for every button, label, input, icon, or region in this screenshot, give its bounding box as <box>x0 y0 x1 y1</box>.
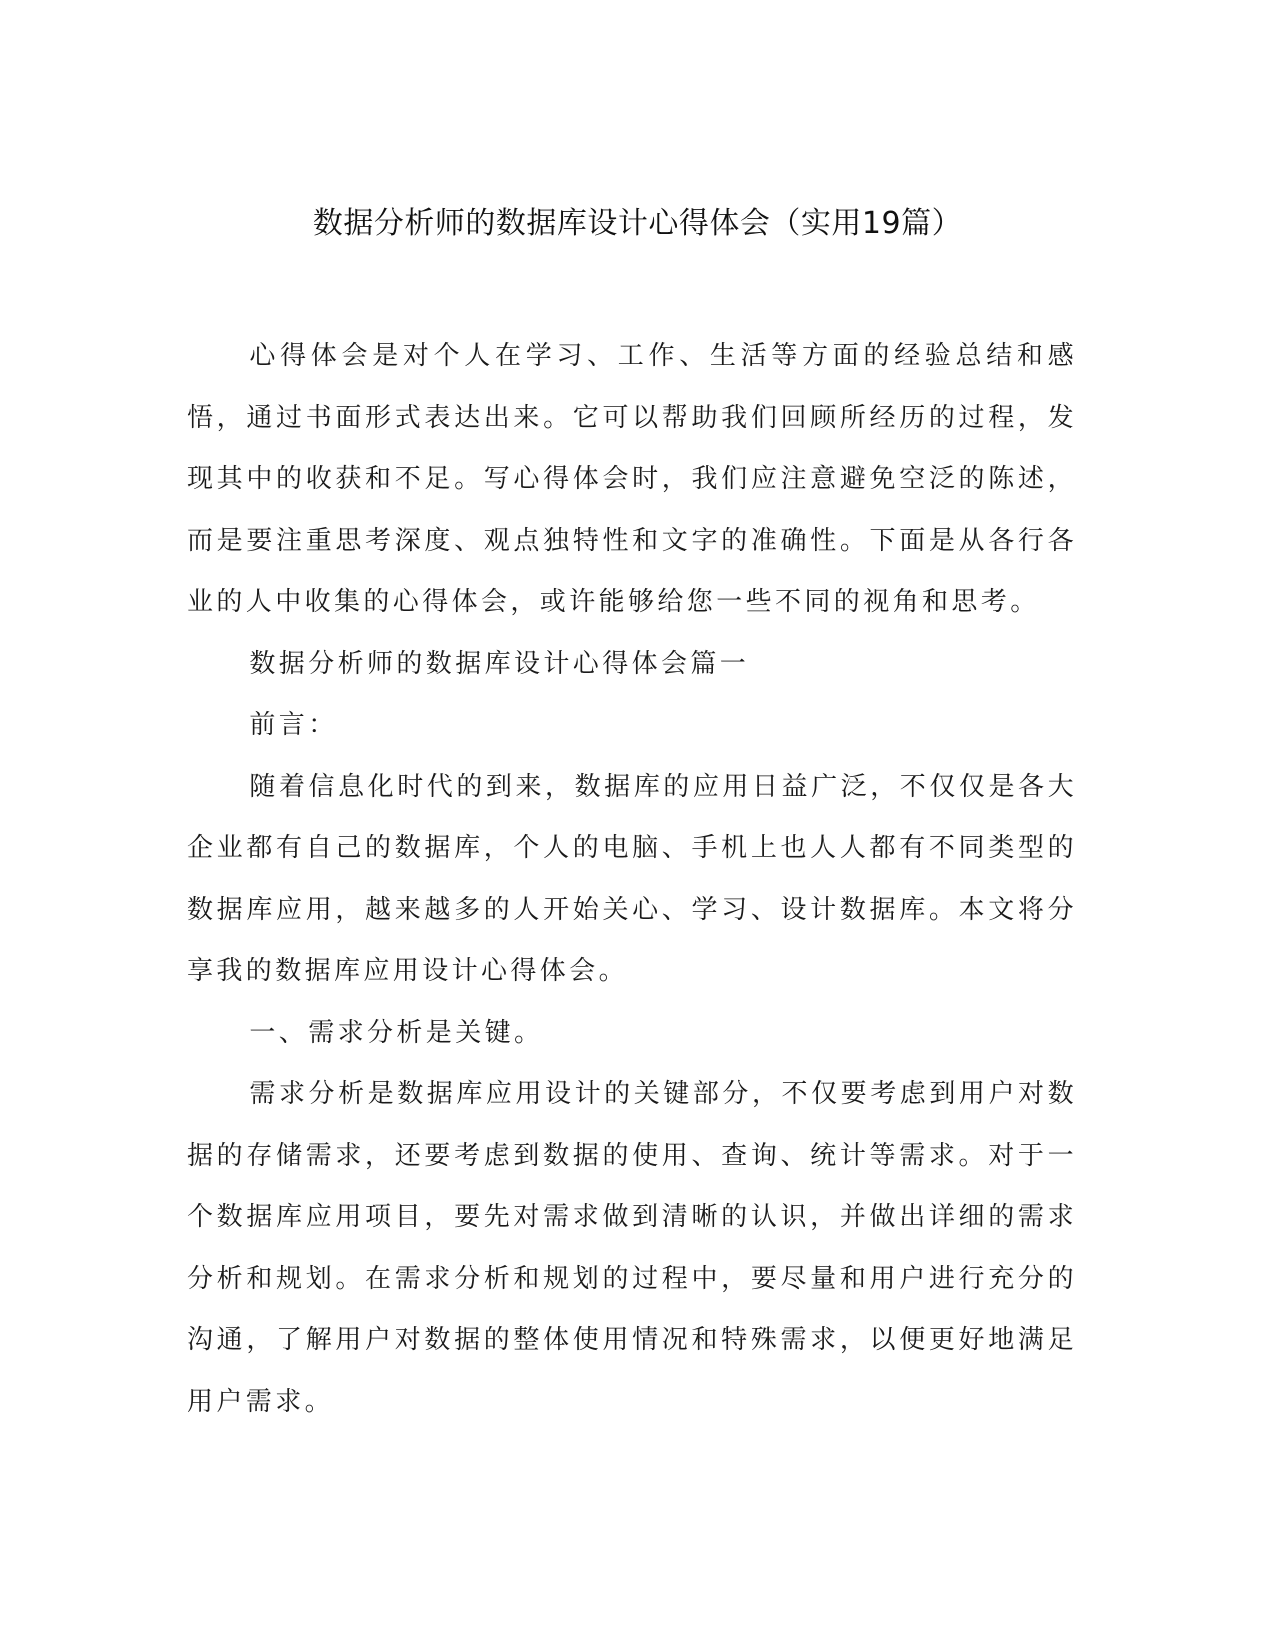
document-body <box>187 326 1077 1433</box>
preface-paragraph: 随着信息化时代的到来，数据库的应用日益广泛，不仅仅是各大企业都有自己的数据库，个人的电脑、手机上也人人都有不同类型的数据库应用，越来越多的人开始关心、学习、设计数据库。本文将分享我的数据库应用设计心得体会。 <box>187 771 1077 986</box>
preface-label: 前言： <box>249 710 338 740</box>
requirements-paragraph: 需求分析是数据库应用设计的关键部分，不仅要考虑到用户对数据的存储需求，还要考虑到数据的使用、查询、统计等需求。对于一个数据库应用项目，要先对需求做到清晰的认识，并做出详细的需求分析和规划。在需求分析和规划的过程中，要尽量和用户进行充分的沟通，了解用户对数据的整体使用情况和特殊需求，以便更好地满足用户需求。 <box>187 1079 1077 1417</box>
section-heading: 数据分析师的数据库设计心得体会篇一 <box>249 648 750 679</box>
intro-paragraph: 心得体会是对个人在学习、工作、生活等方面的经验总结和感悟，通过书面形式表达出来。它可以帮助我们回顾所经历的过程，发现其中的收获和不足。写心得体会时，我们应注意避免空泛的陈述，而是要注重思考深度、观点独特性和文字的准确性。下面是从各行各业的人中收集的心得体会，或许能够给您一些不同的视角和思考。 <box>187 341 1077 617</box>
document-title: 数据分析师的数据库设计心得体会（实用19篇） <box>312 206 963 241</box>
point-heading: 一、需求分析是关键。 <box>249 1017 544 1048</box>
